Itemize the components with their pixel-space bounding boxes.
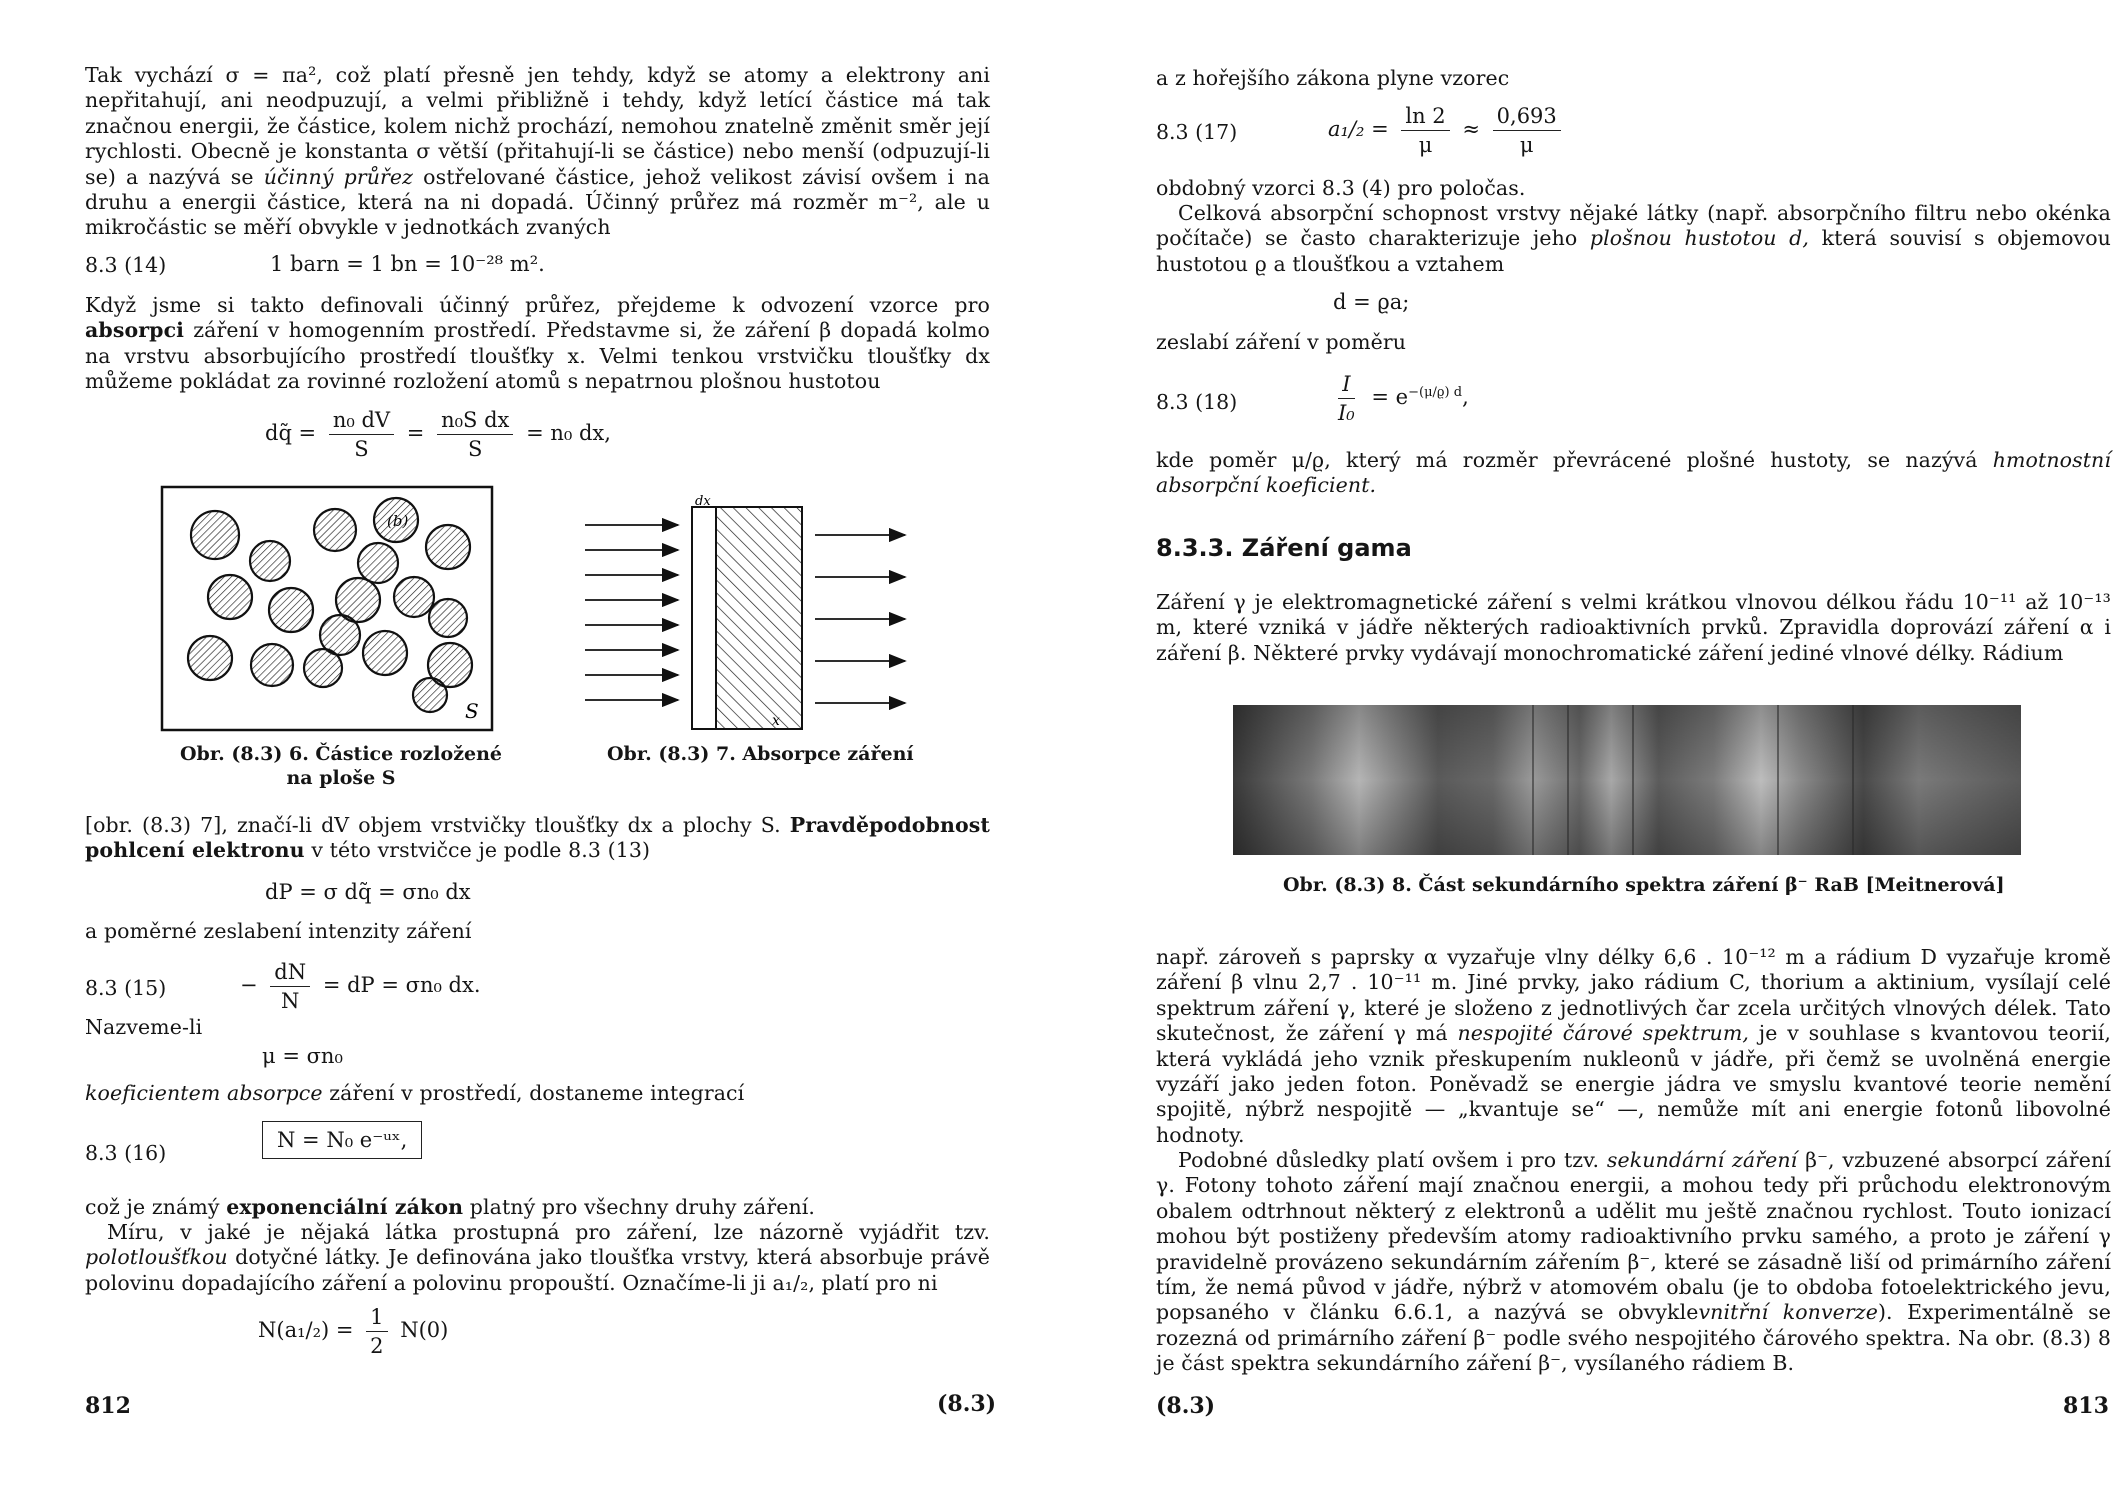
text-run: která souvisí s objemovou hustotou ϱ a tloušťkou a vztahem (1156, 226, 2111, 276)
denominator: I₀ (1338, 401, 1355, 425)
numerator: n₀ dV (329, 408, 394, 435)
eq-term: ≈ (1462, 117, 1480, 141)
fraction (329, 408, 394, 461)
text-run: ). Experimentálně se rozezná od primárního záření β⁻ podle svého nespojitého čárového spektra. Na obr. (8.3) 8 je část spektra sekundárního záření β⁻, vysílaného rádiem B. (1156, 1300, 2111, 1376)
atom-circle (269, 588, 313, 632)
atom-circle (250, 541, 290, 581)
atom-circle (363, 631, 407, 675)
eq-term: = n₀ dx, (526, 421, 611, 445)
fraction (437, 408, 513, 461)
term-absorption: absorpci (85, 318, 185, 343)
term-probability: Pravděpodobnost pohlcení elektronu (85, 813, 990, 863)
paragraph-formula-intro (1156, 66, 2111, 91)
text-run: platný pro všechny druhy záření. (469, 1195, 816, 1219)
equation-number-15: 8.3 (15) (85, 976, 167, 1000)
atom-circle (314, 509, 356, 551)
text-run: obdobný vzorci 8.3 (4) pro poločas. (1156, 176, 1526, 200)
equation-16 (262, 1128, 422, 1152)
caption-line: na ploše S (286, 767, 396, 789)
caption-line: Obr. (8.3) 6. Částice rozložené (180, 743, 502, 765)
page-number-left: 812 (85, 1393, 131, 1419)
term-absorption-coefficient: koeficientem absorpce (85, 1081, 323, 1105)
equation-18 (1328, 372, 1469, 425)
term-secondary-radiation: sekundární záření (1606, 1148, 1798, 1172)
eq-term: − (240, 973, 258, 997)
atom-circle (426, 525, 470, 569)
equation-number-17: 8.3 (17) (1156, 120, 1238, 144)
atom-circle (429, 599, 467, 637)
term-exponential-law: exponenciální zákon (226, 1195, 464, 1219)
paragraph-cross-section (85, 63, 990, 241)
denominator: S (354, 437, 369, 461)
equation-d: d = ϱa; (1333, 290, 1410, 314)
atom-circle (208, 575, 252, 619)
paragraph-half-thickness (85, 1220, 990, 1296)
page-number-right: 813 (2063, 1393, 2109, 1419)
paragraph-coefficient (85, 1081, 990, 1106)
atom-circles (188, 498, 472, 712)
paragraph-exponential-law (85, 1195, 990, 1220)
paragraph-probability (85, 813, 990, 864)
text-run: zeslabí záření v poměru (1156, 330, 1407, 354)
text-run: záření v prostředí, dostaneme integrací (329, 1081, 745, 1105)
denominator: μ (1418, 133, 1433, 157)
text-run: Podobné důsledky platí ovšem i pro tzv. (1178, 1148, 1600, 1172)
exponent: −(μ/ϱ) d (1408, 385, 1463, 400)
denominator: μ (1519, 133, 1534, 157)
figure-particles-on-surface (160, 485, 505, 735)
atom-circle (304, 649, 342, 687)
text-run: [obr. (8.3) 7], značí-li dV objem vrstvičky tloušťky dx a plochy S. (85, 813, 781, 837)
denominator: 2 (370, 1334, 384, 1358)
figure-absorption-layer (580, 495, 910, 735)
fraction (1334, 372, 1359, 425)
text-run: β⁻, vzbuzené absorpcí záření γ. Fotony tohoto záření mají značnou energii, a mohou tedy při průchodu elektronovým obalem odtrhnout některý z elektronů a udělit mu ještě značnou rychlost. Touto ionizací mohou být postiženy především atomy radioaktivního prvku samého, a proto je záření γ pravidelně provázeno sekundárním zářením β⁻, které se zásadně liší od primárního záření tím, že nemá původ v jádře, nýbrž v atomovém obalu (je to obdoba fotoelektrického jevu, popsaného v článku 6.6.1, a nazývá se obvykle (1156, 1148, 2111, 1325)
equation-surface-density (265, 408, 611, 461)
surface-label: S (465, 699, 479, 723)
label-x: x (772, 713, 780, 729)
numerator: 1 (366, 1305, 387, 1332)
text-run: Když jsme si takto definovali účinný průřez, přejdeme k odvození vzorce pro (85, 293, 990, 317)
section-heading-gamma: 8.3.3. Záření gama (1156, 534, 1412, 562)
text-run: záření v homogenním prostředí. Představme si, že záření β dopadá kolmo na vrstvu absorbujícího prostředí tloušťky x. Velmi tenkou vrstvičku tloušťky dx můžeme pokládat za rovinné rozložení atomů s nepatrnou plošnou hustotou (85, 318, 990, 394)
fraction (1401, 104, 1449, 157)
equation-half (258, 1305, 448, 1358)
term-internal-conversion: vnitřní konverze (1698, 1300, 1878, 1325)
paragraph-absorption (85, 293, 990, 395)
text-run: ostřelované částice, jehož velikost závisí ovšem i na druhu a energii částice, která na ni dopadá. Účinný průřez má rozměr m⁻², ale u mikročástic se měří obvykle v jednotkách zvaných (85, 164, 990, 240)
text-run: je v souhlase s kvantovou teorií, která vykládá jeho vznik přeskupením nukleonů v jádře, při čemž se uvolněná energie vyzáří jako jeden foton. Poněvadž se energie jádra ve smyslu kvantové teorie nemění spojitě, nýbrž nespojitě — „kvantuje se“ —, nemůže mít ani energie fotonů libovolné hodnoty. (1156, 1021, 2112, 1147)
text-run: dotyčné látky. Je definována jako tloušťka vrstvy, která absorbuje právě polovinu dopadajícího záření a polovinu propouští. Označíme-li ji a₁/₂, platí pro ni (85, 1245, 990, 1295)
numerator: I (1338, 372, 1354, 399)
transmitted-rays (815, 535, 905, 703)
eq-term: dq̃ = (265, 421, 317, 445)
atom-circle (394, 577, 434, 617)
boxed-exponential-law: N = N₀ e⁻ᵘˣ, (262, 1121, 422, 1159)
eq-term: N(a₁/₂) = (258, 1318, 354, 1342)
fraction (1493, 104, 1561, 157)
equation-number-16: 8.3 (16) (85, 1141, 167, 1165)
text-run: Záření γ je elektromagnetické záření s velmi krátkou vlnovou délkou řádu 10⁻¹¹ až 10⁻¹³ m, které vzniká v jádře některých radioaktivních prvků. Zpravidla doprovází záření α i záření β. Některé prvky vydávají monochromatické záření jediné vlnové délky. Rádium (1156, 590, 2111, 665)
paragraph-attenuates (1156, 330, 2111, 355)
term-line-spectrum: nespojité čárové spektrum, (1457, 1021, 1749, 1046)
label-dx: dx (695, 495, 711, 509)
eq-term: = dP = σn₀ dx. (322, 973, 481, 997)
eq-term: = e (1371, 385, 1409, 409)
term-half-thickness: polotloušťkou (85, 1245, 228, 1270)
paragraph-surface-density (1156, 201, 2111, 277)
numerator: dN (270, 960, 310, 987)
paragraph-attenuation (85, 919, 990, 944)
figure8-caption: Obr. (8.3) 8. Část sekundárního spektra záření β⁻ RaB [Meitnerová] (1283, 874, 2005, 896)
text-run: např. zároveň s paprsky α vyzařuje vlny délky 6,6 . 10⁻¹² m a rádium D vyzařuje kromě záření β vlnu 2,7 . 10⁻¹¹ m. Jiné prvky, jako rádium C, thorium a aktinium, vysílají celé spektrum záření γ, které je složeno z jednotlivých čar zcela určitých vlnových délek. Tato skutečnost, že záření γ má (1156, 945, 2111, 1046)
atom-circle (358, 543, 398, 583)
term-effective-cross-section: účinný průřez (263, 164, 414, 189)
spectrum-shading (1233, 705, 2021, 855)
equation-15 (240, 960, 481, 1013)
paragraph-secondary-radiation (1156, 1148, 2111, 1377)
incident-rays (585, 525, 678, 700)
term-mass-absorption-coefficient: hmotnostní absorpční koeficient. (1156, 448, 2111, 498)
eq-term: , (1462, 385, 1469, 409)
equation-number-18: 8.3 (18) (1156, 390, 1238, 414)
equation-17 (1328, 104, 1567, 157)
atom-circle (188, 636, 232, 680)
paragraph-half-life (1156, 176, 2111, 201)
denominator: S (468, 437, 483, 461)
paragraph-mass-coefficient (1156, 448, 2111, 499)
atom-circle (413, 678, 447, 712)
numerator: ln 2 (1401, 104, 1449, 131)
text-run: Celková absorpční schopnost vrstvy nějaké látky (např. absorpčního filtru nebo okénka počítače) se často charakterizuje jeho (1156, 201, 2111, 251)
paragraph-naming (85, 1015, 990, 1040)
right-page (1063, 0, 2126, 1500)
eq-term: N(0) (400, 1318, 449, 1342)
equation-14: 1 barn = 1 bn = 10⁻²⁸ m². (270, 252, 545, 276)
numerator: 0,693 (1493, 104, 1561, 131)
paragraph-gamma-radiation (1156, 590, 2111, 666)
equation-mu: μ = σn₀ (262, 1044, 343, 1068)
figure-beta-spectrum (1233, 705, 2023, 855)
fraction (366, 1305, 387, 1358)
text-run: Tak vychází σ = πa², což platí přesně jen tehdy, když se atomy a elektrony ani nepřitahují, ani neodpuzují, a velmi přibližně i tehdy, když letící částice má tak značnou energii, že částice, kolem nichž prochází, nemohou znatelně změnit směr její rychlosti. Obecně je konstanta σ větší (přitahují-li se částice) nebo menší (odpuzují-li se) a nazývá se (85, 63, 990, 189)
numerator: n₀S dx (437, 408, 513, 435)
text-run: Míru, v jaké je nějaká látka prostupná pro záření, lze názorně vyjádřit tzv. (107, 1220, 990, 1244)
text-run: a z hořejšího zákona plyne vzorec (1156, 66, 1510, 90)
text-run: a poměrné zeslabení intenzity záření (85, 919, 472, 943)
eq-term: = (406, 421, 425, 445)
figure7-caption: Obr. (8.3) 7. Absorpce záření (607, 743, 914, 765)
atom-label: (b) (387, 512, 409, 530)
fraction (270, 960, 310, 1013)
paragraph-line-spectrum (1156, 945, 2111, 1148)
equation-number-14: 8.3 (14) (85, 253, 167, 277)
text-run: což je známý (85, 1195, 220, 1219)
section-marker-right: (8.3) (1156, 1393, 1216, 1419)
term-surface-density: plošnou hustotou d, (1589, 226, 1809, 251)
atom-circle (191, 511, 239, 559)
text-run: kde poměr μ/ϱ, který má rozměr převrácené plošné hustoty, se nazývá (1156, 448, 1978, 472)
equation-dP: dP = σ dq̃ = σn₀ dx (265, 880, 471, 904)
section-marker-left: (8.3) (937, 1391, 997, 1417)
text-run: v této vrstvičce je podle 8.3 (13) (311, 838, 651, 863)
denominator: N (281, 989, 300, 1013)
figure6-caption (180, 742, 502, 790)
eq-term: a₁/₂ = (1328, 117, 1389, 141)
atom-circle (251, 644, 293, 686)
text-run: Nazveme-li (85, 1015, 203, 1039)
thin-layer-dx (692, 507, 716, 729)
